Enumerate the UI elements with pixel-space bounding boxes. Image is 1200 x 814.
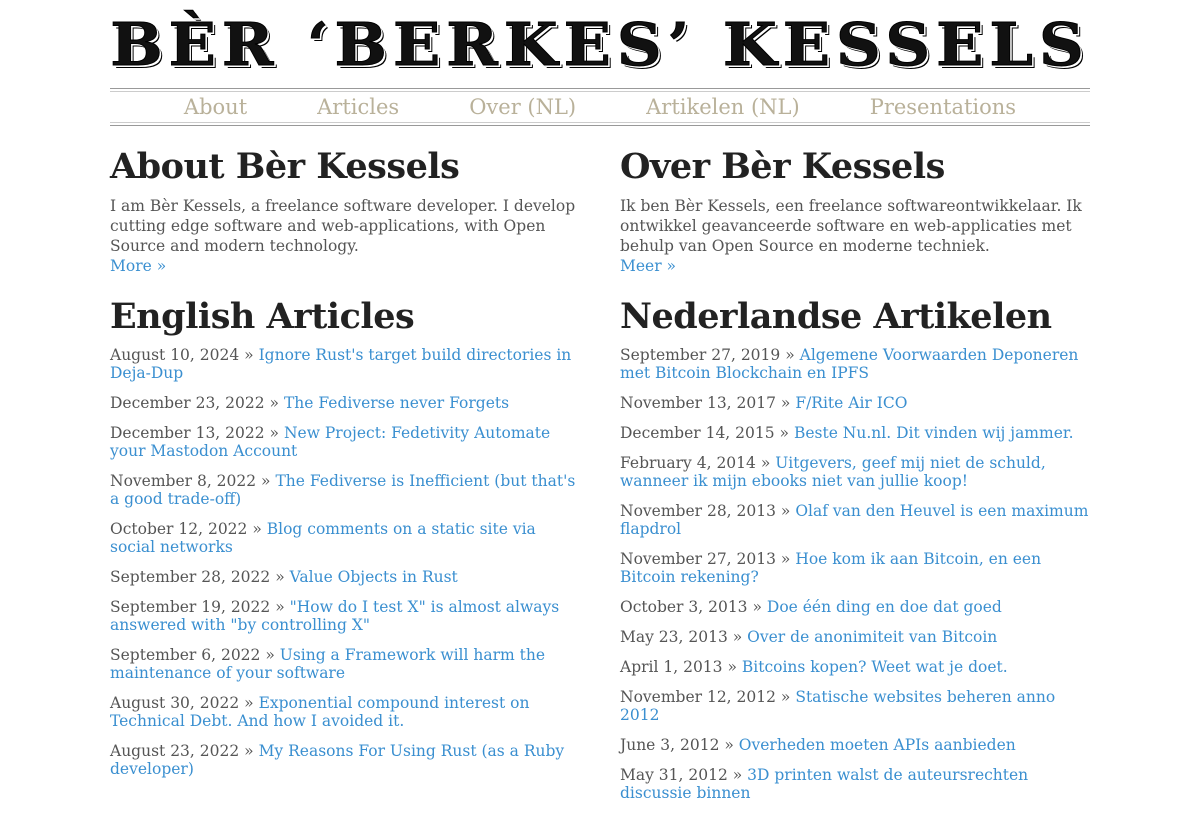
article-item: August 23, 2022 » My Reasons For Using Rust (as a Ruby developer) <box>110 742 565 778</box>
article-date: June 3, 2012 <box>620 736 720 754</box>
dutch-articles-list <box>620 346 1090 802</box>
over-heading: Over Bèr Kessels <box>620 146 945 187</box>
article-item: September 19, 2022 » "How do I test X" is almost always answered with "by controlling X" <box>110 598 560 634</box>
article-date: December 23, 2022 <box>110 394 265 412</box>
article-link[interactable]: Uitgevers, geef mij niet de schuld, wanneer ik mijn ebooks niet van jullie koop! <box>620 454 1046 490</box>
article-link[interactable]: Exponential compound interest on Technical Debt. And how I avoided it. <box>110 694 530 730</box>
article-link[interactable]: Over de anonimiteit van Bitcoin <box>747 628 998 646</box>
dutch-articles-heading: Nederlandse Artikelen <box>620 296 1052 337</box>
article-item: February 4, 2014 » Uitgevers, geef mij niet de schuld, wanneer ik mijn ebooks niet van jullie koop! <box>620 454 1046 490</box>
article-item: August 30, 2022 » Exponential compound interest on Technical Debt. And how I avoided it. <box>110 694 530 730</box>
article-link[interactable]: Olaf van den Heuvel is een maximum flapdrol <box>620 502 1089 538</box>
nav-item-presentations[interactable]: Presentations <box>869 95 1017 119</box>
article-date: May 31, 2012 <box>620 766 728 784</box>
article-date: August 10, 2024 <box>110 346 240 364</box>
article-date: May 23, 2013 <box>620 628 728 646</box>
article-link[interactable]: Hoe kom ik aan Bitcoin, en een Bitcoin rekening? <box>620 550 1042 586</box>
article-link[interactable]: The Fediverse never Forgets <box>283 394 510 412</box>
article-item: December 14, 2015 » Beste Nu.nl. Dit vinden wij jammer. <box>620 424 1074 442</box>
article-item: December 13, 2022 » New Project: Fedetivity Automate your Mastodon Account <box>110 424 551 460</box>
article-date: November 27, 2013 <box>620 550 776 568</box>
article-link[interactable]: Beste Nu.nl. Dit vinden wij jammer. <box>793 424 1074 442</box>
article-item: August 10, 2024 » Ignore Rust's target build directories in Deja-Dup <box>110 346 572 382</box>
nav-item-artikelen-nl[interactable]: Artikelen (NL) <box>646 95 800 119</box>
article-item: November 13, 2017 » F/Rite Air ICO <box>620 394 908 412</box>
article-link[interactable]: F/Rite Air ICO <box>795 394 908 412</box>
article-item: September 6, 2022 » Using a Framework will harm the maintenance of your software <box>110 646 546 682</box>
article-link[interactable]: My Reasons For Using Rust (as a Ruby developer) <box>110 742 565 778</box>
nav-item-articles[interactable]: Articles <box>317 95 400 119</box>
article-date: December 13, 2022 <box>110 424 265 442</box>
article-item: November 8, 2022 » The Fediverse is Inefficient (but that's a good trade-off) <box>110 472 576 508</box>
over-text: Ik ben Bèr Kessels, een freelance softwareontwikkelaar. Ik ontwikkel geavanceerde software en web-applicaties met behulp van Open Source en moderne techniek. <box>620 197 1082 255</box>
article-date: August 23, 2022 <box>110 742 240 760</box>
main-nav <box>110 88 1090 126</box>
article-item: September 27, 2019 » Algemene Voorwaarden Deponeren met Bitcoin Blockchain en IPFS <box>620 346 1079 382</box>
article-date: February 4, 2014 <box>620 454 756 472</box>
article-date: April 1, 2013 <box>620 658 723 676</box>
article-item: September 28, 2022 » Value Objects in Rust <box>110 568 458 586</box>
article-link[interactable]: Value Objects in Rust <box>289 568 458 586</box>
content-columns <box>110 144 1090 814</box>
site-banner[interactable] <box>110 0 1090 88</box>
article-link[interactable]: The Fediverse is Inefficient (but that's a good trade-off) <box>110 472 576 508</box>
article-item: November 27, 2013 » Hoe kom ik aan Bitcoin, en een Bitcoin rekening? <box>620 550 1042 586</box>
about-text: I am Bèr Kessels, a freelance software developer. I develop cutting edge software and web-applications, with Open Source and modern technology. <box>110 197 576 255</box>
meer-link[interactable]: Meer » <box>620 257 677 275</box>
article-date: November 13, 2017 <box>620 394 776 412</box>
article-date: October 3, 2013 <box>620 598 748 616</box>
article-item: October 12, 2022 » Blog comments on a static site via social networks <box>110 520 536 556</box>
article-item: June 3, 2012 » Overheden moeten APIs aanbieden <box>620 736 1016 754</box>
article-link[interactable]: Blog comments on a static site via social networks <box>110 520 536 556</box>
article-link[interactable]: Using a Framework will harm the maintenance of your software <box>110 646 546 682</box>
article-link[interactable]: New Project: Fedetivity Automate your Mastodon Account <box>110 424 551 460</box>
article-date: August 30, 2022 <box>110 694 240 712</box>
article-date: November 8, 2022 <box>110 472 257 490</box>
article-date: November 12, 2012 <box>620 688 776 706</box>
article-item: November 12, 2012 » Statische websites beheren anno 2012 <box>620 688 1056 724</box>
article-date: November 28, 2013 <box>620 502 776 520</box>
article-date: December 14, 2015 <box>620 424 775 442</box>
article-date: October 12, 2022 <box>110 520 248 538</box>
article-item: November 28, 2013 » Olaf van den Heuvel is een maximum flapdrol <box>620 502 1089 538</box>
article-date: September 19, 2022 <box>110 598 271 616</box>
article-link[interactable]: Algemene Voorwaarden Deponeren met Bitcoin Blockchain en IPFS <box>620 346 1079 382</box>
article-link[interactable]: Doe één ding en doe dat goed <box>766 598 1002 616</box>
about-heading: About Bèr Kessels <box>110 146 460 187</box>
more-link[interactable]: More » <box>110 257 167 275</box>
english-articles-heading: English Articles <box>110 296 415 337</box>
article-date: September 28, 2022 <box>110 568 271 586</box>
article-link[interactable]: Bitcoins kopen? Weet wat je doet. <box>741 658 1008 676</box>
article-link[interactable]: 3D printen walst de auteursrechten discussie binnen <box>620 766 1029 802</box>
page <box>110 0 1090 814</box>
article-item: October 3, 2013 » Doe één ding en doe dat goed <box>620 598 1002 616</box>
article-link[interactable]: Statische websites beheren anno 2012 <box>620 688 1056 724</box>
nav-item-over-nl[interactable]: Over (NL) <box>469 95 577 119</box>
dutch-column <box>620 144 1090 814</box>
article-item: May 31, 2012 » 3D printen walst de auteursrechten discussie binnen <box>620 766 1029 802</box>
article-item: May 23, 2013 » Over de anonimiteit van Bitcoin <box>620 628 998 646</box>
nav-item-about[interactable]: About <box>183 95 248 119</box>
article-date: September 6, 2022 <box>110 646 261 664</box>
site-logo-title[interactable]: BÈR ‘BERKES’ KESSELS <box>110 9 1090 79</box>
article-link[interactable]: Overheden moeten APIs aanbieden <box>738 736 1016 754</box>
article-date: September 27, 2019 <box>620 346 781 364</box>
article-link[interactable]: Ignore Rust's target build directories in Deja-Dup <box>110 346 572 382</box>
article-item: April 1, 2013 » Bitcoins kopen? Weet wat je doet. <box>620 658 1008 676</box>
english-column <box>110 144 580 814</box>
article-link[interactable]: "How do I test X" is almost always answered with "by controlling X" <box>110 598 560 634</box>
article-item: December 23, 2022 » The Fediverse never Forgets <box>110 394 510 412</box>
english-articles-list <box>110 346 580 778</box>
